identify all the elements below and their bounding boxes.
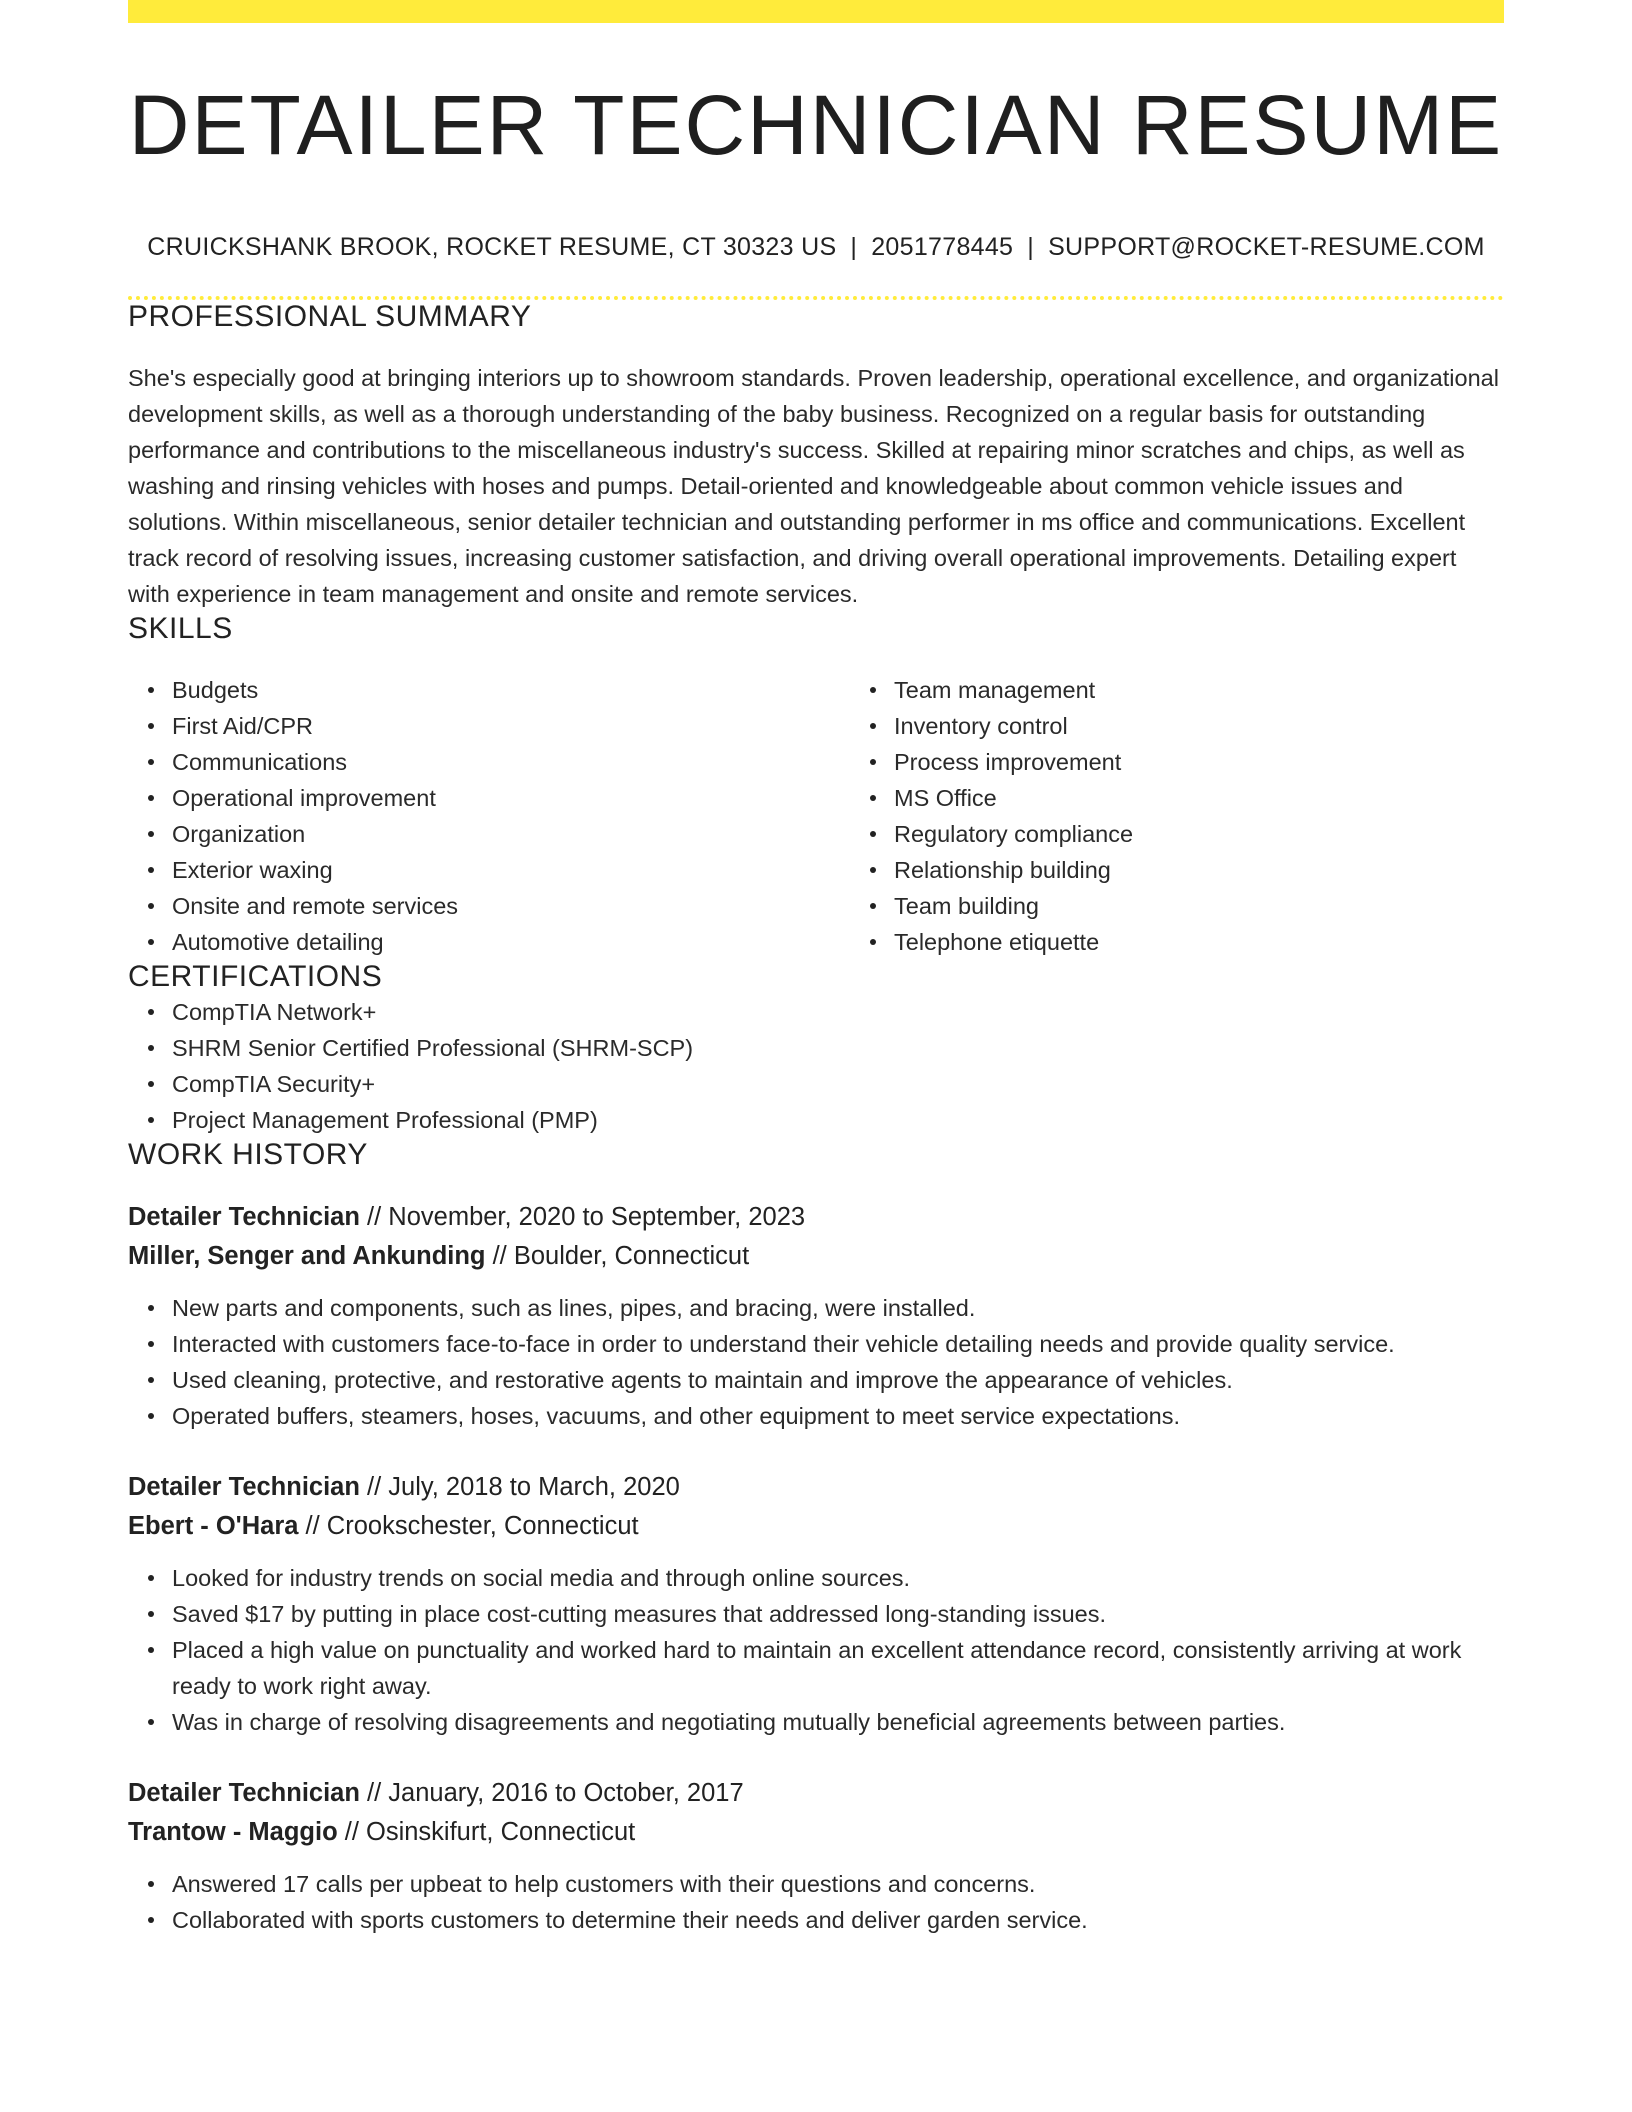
- skills-list-left: [128, 672, 850, 960]
- job-title-line: [128, 1774, 1504, 1813]
- skill-item: Process improvement: [894, 744, 1133, 780]
- certification-item: CompTIA Network+: [172, 994, 1504, 1030]
- email-link[interactable]: SUPPORT@ROCKET-RESUME.COM: [1048, 233, 1485, 261]
- skill-item: Automotive detailing: [172, 924, 850, 960]
- job-duty: Operated buffers, steamers, hoses, vacuums, and other equipment to meet service expectations.: [172, 1398, 1504, 1434]
- resume-title: DETAILER TECHNICIAN RESUME: [128, 78, 1504, 172]
- certification-item: Project Management Professional (PMP): [172, 1102, 1504, 1138]
- job-company: Trantow - Maggio: [128, 1818, 338, 1846]
- job-duties-list: [128, 1866, 1504, 1938]
- job-location: // Crookschester, Connecticut: [298, 1512, 639, 1540]
- skills-columns: [128, 672, 1504, 960]
- job-entry: [128, 1468, 1504, 1740]
- job-role: Detailer Technician: [128, 1473, 360, 1501]
- job-duty: Looked for industry trends on social media and through online sources.: [172, 1560, 1504, 1596]
- job-company: Ebert - O'Hara: [128, 1512, 299, 1540]
- job-company-line: [128, 1507, 1504, 1546]
- skill-item: Team building: [894, 888, 1133, 924]
- skill-item: Communications: [172, 744, 850, 780]
- skill-item: Telephone etiquette: [894, 924, 1133, 960]
- skills-heading: SKILLS: [128, 612, 233, 645]
- job-company: Miller, Senger and Ankunding: [128, 1242, 486, 1270]
- job-role: Detailer Technician: [128, 1779, 360, 1807]
- skill-item: Budgets: [172, 672, 850, 708]
- job-entry: [128, 1774, 1504, 1938]
- summary-heading: PROFESSIONAL SUMMARY: [128, 300, 532, 333]
- skill-item: Organization: [172, 816, 850, 852]
- resume-page: [128, 0, 1504, 1938]
- skill-item: Onsite and remote services: [172, 888, 850, 924]
- summary-text: She's especially good at bringing interiors up to showroom standards. Proven leadership, operational excellence, and organizational development skills, as well as a thorough understanding of the baby business. Recognized on a regular basis for outstanding performance and contributions to the miscellaneous industry's success. Skilled at repairing minor scratches and chips, as well as washing and rinsing vehicles with hoses and pumps. Detail-oriented and knowledgeable about common vehicle issues and solutions. Within miscellaneous, senior detailer technician and outstanding performer in ms office and communications. Excellent track record of resolving issues, increasing customer satisfaction, and driving overall operational improvements. Detailing expert with experience in team management and onsite and remote services.: [128, 365, 1499, 607]
- job-dates: // July, 2018 to March, 2020: [359, 1473, 680, 1501]
- contact-line: [128, 233, 1504, 262]
- job-duty: Saved $17 by putting in place cost-cutting measures that addressed long-standing issues.: [172, 1596, 1504, 1632]
- job-duties-list: [128, 1560, 1504, 1740]
- accent-bar: [128, 0, 1504, 23]
- job-duty: Interacted with customers face-to-face in order to understand their vehicle detailing needs and provide quality service.: [172, 1326, 1504, 1362]
- job-location: // Osinskifurt, Connecticut: [337, 1818, 636, 1846]
- skill-item: MS Office: [894, 780, 1133, 816]
- job-location: // Boulder, Connecticut: [485, 1242, 750, 1270]
- contact-separator: |: [850, 233, 858, 261]
- job-duty: Collaborated with sports customers to determine their needs and deliver garden service.: [172, 1902, 1504, 1938]
- certifications-heading: CERTIFICATIONS: [128, 960, 383, 993]
- skill-item: Operational improvement: [172, 780, 850, 816]
- certifications-list: [128, 994, 1504, 1138]
- job-dates: // January, 2016 to October, 2017: [359, 1779, 744, 1807]
- job-entry: [128, 1198, 1504, 1434]
- job-company-line: [128, 1813, 1504, 1852]
- phone[interactable]: 2051778445: [871, 233, 1014, 261]
- skill-item: Exterior waxing: [172, 852, 850, 888]
- job-duty: Was in charge of resolving disagreements and negotiating mutually beneficial agreements between parties.: [172, 1704, 1504, 1740]
- job-duty: Answered 17 calls per upbeat to help customers with their questions and concerns.: [172, 1866, 1504, 1902]
- skills-list-right: [850, 672, 1133, 960]
- work-history-heading: WORK HISTORY: [128, 1138, 368, 1171]
- skill-item: Relationship building: [894, 852, 1133, 888]
- certification-item: SHRM Senior Certified Professional (SHRM-SCP): [172, 1030, 1504, 1066]
- skill-item: Regulatory compliance: [894, 816, 1133, 852]
- skill-item: Inventory control: [894, 708, 1133, 744]
- job-duties-list: [128, 1290, 1504, 1434]
- job-title-line: [128, 1468, 1504, 1507]
- job-title-line: [128, 1198, 1504, 1237]
- certification-item: CompTIA Security+: [172, 1066, 1504, 1102]
- skill-item: Team management: [894, 672, 1133, 708]
- skill-item: First Aid/CPR: [172, 708, 850, 744]
- job-duty: Used cleaning, protective, and restorative agents to maintain and improve the appearance of vehicles.: [172, 1362, 1504, 1398]
- address: CRUICKSHANK BROOK, ROCKET RESUME, CT 30323 US: [147, 233, 837, 261]
- job-duty: New parts and components, such as lines, pipes, and bracing, were installed.: [172, 1290, 1504, 1326]
- contact-separator: |: [1027, 233, 1035, 261]
- job-duty: Placed a high value on punctuality and worked hard to maintain an excellent attendance record, consistently arriving at work ready to work right away.: [172, 1632, 1504, 1704]
- job-dates: // November, 2020 to September, 2023: [359, 1203, 806, 1231]
- job-company-line: [128, 1237, 1504, 1276]
- job-role: Detailer Technician: [128, 1203, 360, 1231]
